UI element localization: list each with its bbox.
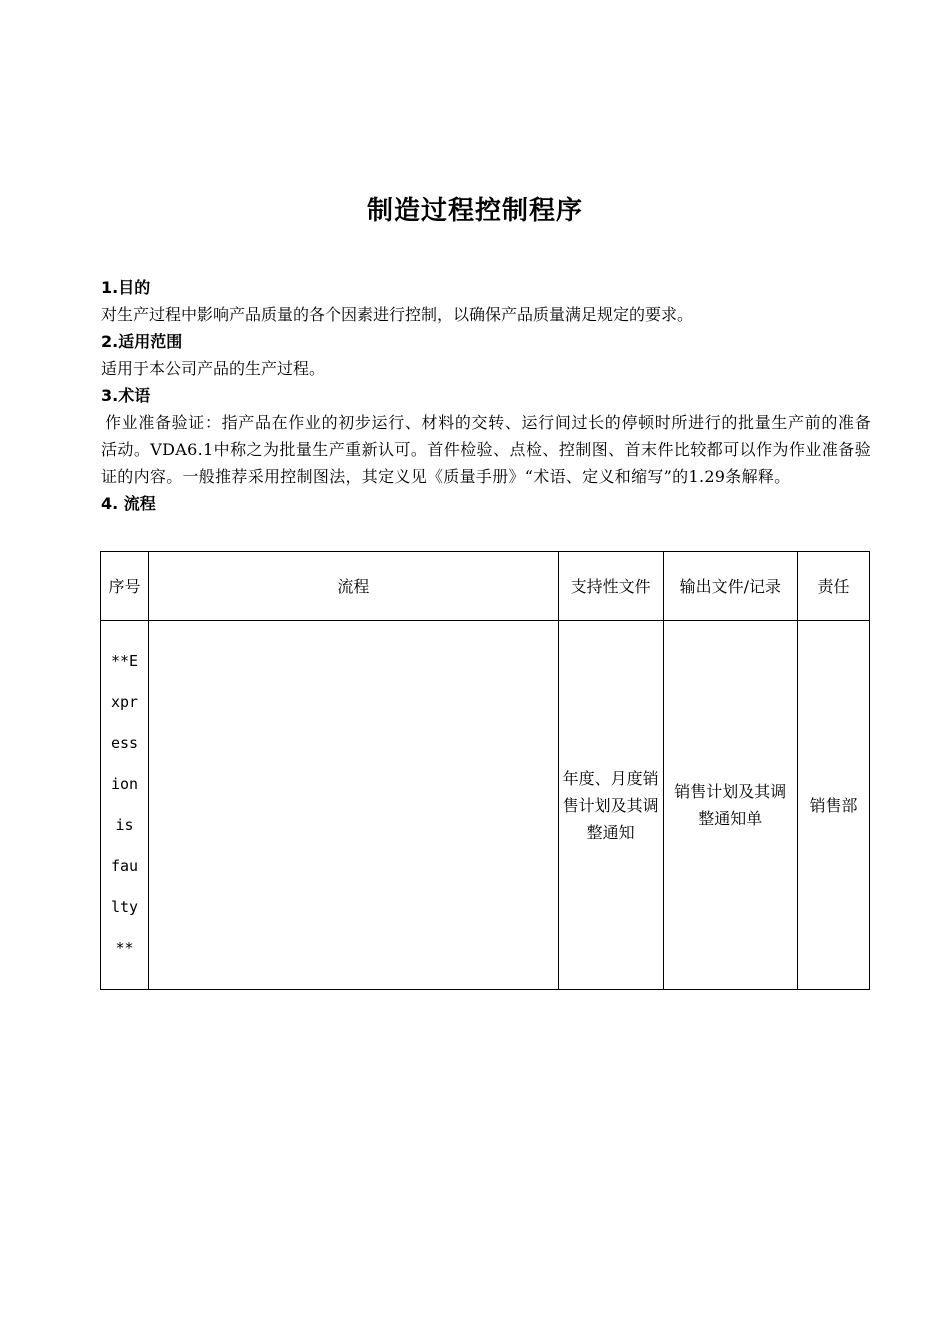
section-body-terms: 作业准备验证：指产品在作业的初步运行、材料的交转、运行间过长的停顿时所进行的批量生产前的准备活动。VDA6.1中称之为批量生产重新认可。首件检验、点检、控制图、首末件比较都可以作为作业准备验证的内容。一般推荐采用控制图法，其定义见《质量手册》“术语、定义和缩写”的1.29条解释。: [101, 413, 871, 486]
header-output-records: 输出文件/记录: [663, 552, 797, 621]
header-no: 序号: [101, 552, 149, 621]
section-body-purpose: 对生产过程中影响产品质量的各个因素进行控制，以确保产品质量满足规定的要求。: [101, 305, 694, 324]
cell-flow: [149, 621, 559, 990]
page-title: 制造过程控制程序: [366, 196, 583, 226]
header-flow: 流程: [149, 552, 559, 621]
document-body: [101, 274, 871, 517]
table-row: [101, 621, 870, 990]
process-table: [100, 551, 870, 990]
section-body-scope: 适用于本公司产品的生产过程。: [101, 359, 326, 378]
flow-chart-area: [153, 621, 554, 989]
expression-error-text: **Expression is faulty**: [110, 652, 139, 957]
header-support-docs: 支持性文件: [558, 552, 663, 621]
cell-support-docs: 年度、月度销售计划及其调整通知: [558, 621, 663, 990]
section-heading-process: 4. 流程: [101, 494, 156, 513]
section-heading-scope: 2.适用范围: [101, 332, 183, 351]
section-heading-terms: 3.术语: [101, 386, 151, 405]
cell-no: [101, 621, 149, 990]
cell-responsibility: 销售部: [797, 621, 869, 990]
section-heading-purpose: 1.目的: [101, 278, 151, 297]
cell-output-records: 销售计划及其调整通知单: [663, 621, 797, 990]
table-header-row: [101, 552, 870, 621]
header-responsibility: 责任: [797, 552, 869, 621]
